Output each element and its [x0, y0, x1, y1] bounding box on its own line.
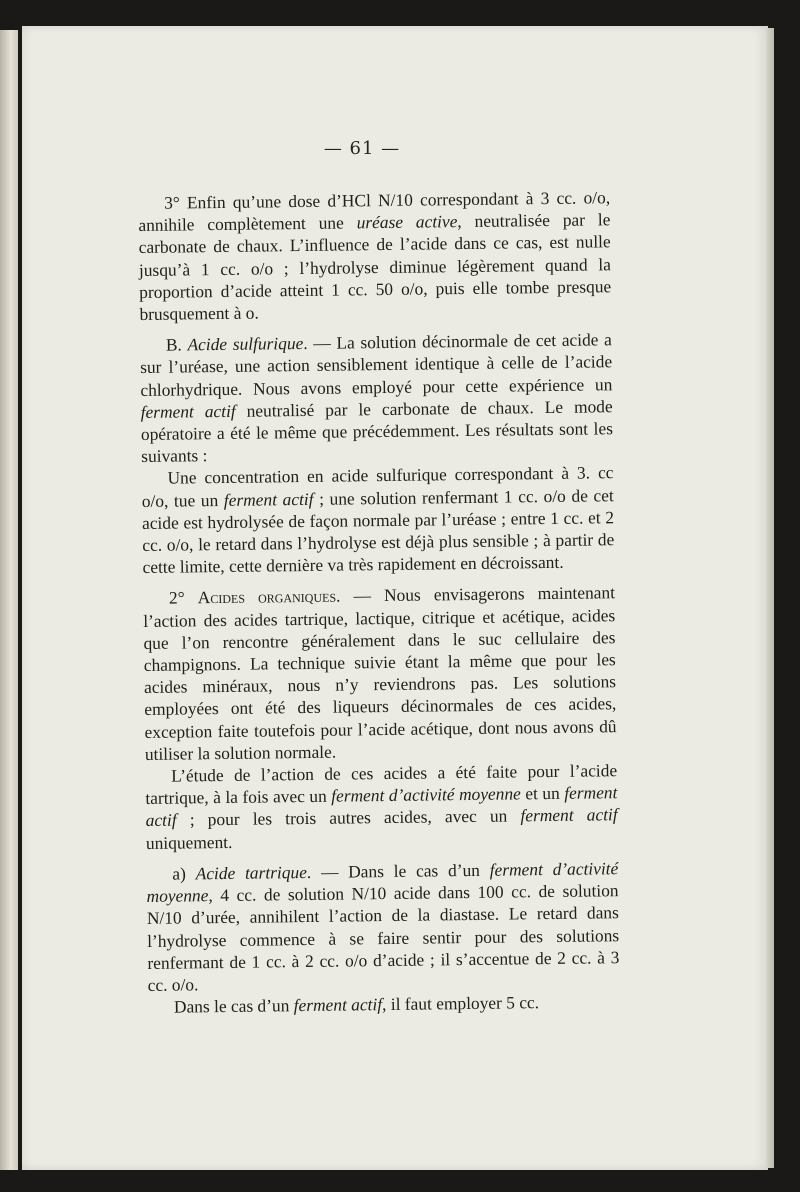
left-page-edge	[0, 30, 18, 1170]
italic-term: ferment actif	[140, 400, 236, 422]
section-heading-italic: Acide sulfurique	[187, 333, 304, 355]
section-heading-smallcaps: Acides organiques	[197, 586, 337, 608]
body-text	[138, 186, 620, 1018]
text-run: . — Dans le cas d’un	[306, 859, 490, 882]
text-run: 2°	[168, 587, 198, 609]
text-run: uniquement.	[145, 831, 233, 853]
right-page-edge	[766, 28, 774, 1168]
text-run: Une concentration en acide sulfurique correspondant à 3. cc o/o, tue un	[141, 462, 614, 511]
paragraph-tartaric-study	[145, 759, 618, 854]
italic-term: ferment actif	[520, 804, 618, 826]
paragraph-hcl-conclusion	[138, 186, 612, 325]
text-run: , neutralisée par le carbonate de chaux. L’influence de l’acide dans ce cas, est nulle jusqu’à 1 cc. o/o ; l’hydrolyse diminue légèrement quand la proportion d’acide atteint 1 cc. 50 o/o, puis elle tombe presque brusquement à o.	[138, 209, 612, 325]
book-page	[22, 26, 768, 1170]
italic-term: ferment actif	[145, 782, 618, 831]
text-run: , il faut employer 5 cc.	[381, 992, 540, 1015]
section-heading-italic: Acide tartrique	[195, 861, 307, 884]
text-run: L’étude de l’action de ces acides a été faite pour l’acide tartrique, à la fois avec un	[145, 760, 618, 809]
paragraph-sulfuric-intro	[140, 328, 614, 467]
text-run: et un	[520, 783, 565, 804]
italic-term: ferment actif	[293, 994, 383, 1016]
text-run: , 4 cc. de solution N/10 acide dans 100 cc. de solution N/10 d’urée, annihilent l’action de la diastase. Le retard dans l’hydrolyse commence à se faire sentir pour des solutions renfermant de 1 cc. à 2 cc. o/o d’acide ; il s’accentue de 2 cc. à 3 cc. o/o.	[146, 880, 620, 995]
italic-term: uréase active	[356, 211, 458, 233]
italic-term: ferment d’activité moyenne	[146, 858, 619, 907]
text-run: neutralisé par le carbonate de chaux. Le mode opératoire a été le même que précédemment. Les résultats sont les suivants :	[140, 396, 614, 467]
text-run: Dans le cas d’un	[173, 995, 294, 1017]
text-run: B.	[165, 334, 188, 355]
page-number: — 61 —	[323, 138, 401, 159]
paragraph-sulfuric-results	[141, 462, 614, 579]
text-run: ; pour les trois autres acides, avec un	[176, 805, 521, 831]
text-run: . — La solution décinormale de cet acide a sur l’uréase, une action sensiblement identique à celle de l’acide chlorhydrique. Nous avons employé pour cette expérience un	[140, 329, 613, 400]
text-run: ; une solution renfermant 1 cc. o/o de cet acide est hydrolysée de façon normale par l’uréase ; entre 1 cc. et 2 cc. o/o, le retard dans l’hydrolyse est déjà plus sensible ; à partir de cette limite, cette dernière va très rapidement en décroissant.	[141, 484, 615, 578]
italic-term: ferment actif	[223, 488, 314, 510]
text-run: . — Nous envisagerons maintenant l’action des acides tartrique, lactique, citrique et acétique, acides que l’on rencontre généralement dans le suc cellulaire des champignons. La technique suivie étant la même que pour les acides minéraux, nous n’y reviendrons pas. Les solutions employées ont été des liqueurs décinormales de ces acides, exception faite toutefois pour l’acide acétique, dont nous avons dû utiliser la solution normale.	[143, 582, 617, 764]
text-run: a)	[172, 863, 196, 884]
italic-term: ferment d’activité moyenne	[331, 783, 521, 806]
paragraph-organic-acids	[143, 582, 617, 765]
paragraph-active-ferment	[148, 990, 620, 1018]
text-run: 3° Enfin qu’une dose d’HCl N/10 correspondant à 3 cc. o/o, annihile complètement une	[138, 187, 611, 236]
paragraph-tartaric-results	[146, 857, 620, 996]
